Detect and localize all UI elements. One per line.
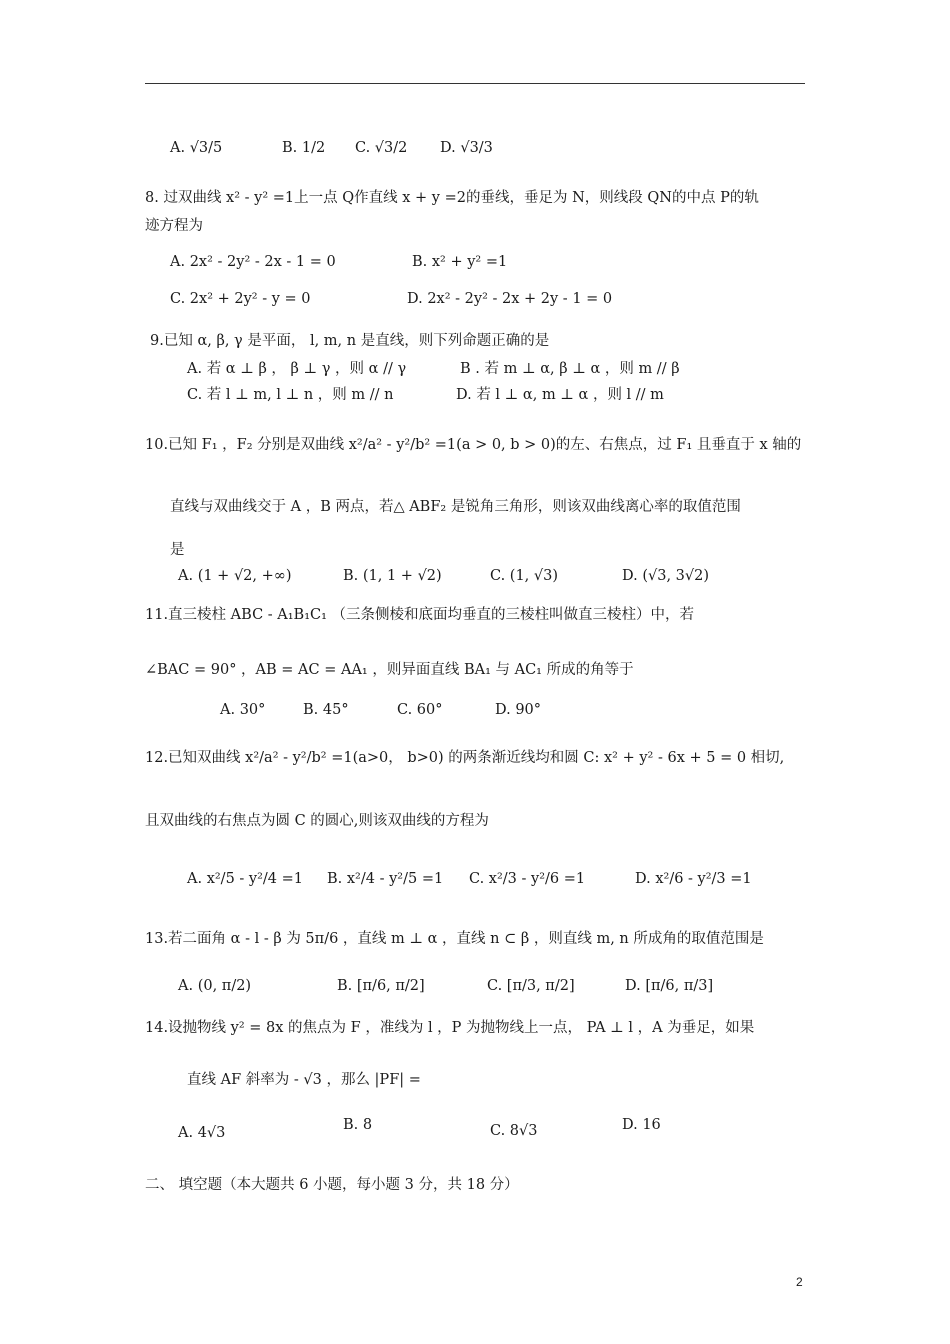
q10-stem-line2: 直线与双曲线交于 A ，B 两点，若△ ABF₂ 是锐角三角形，则该双曲线离心率的取值范围: [170, 499, 741, 515]
q8-option-d: D. 2x² - 2y² - 2x + 2y - 1 = 0: [407, 291, 613, 307]
q14-option-d: D. 16: [622, 1117, 661, 1133]
q8-option-b: B. x² + y² =1: [412, 254, 508, 270]
q13-option-b: B. [π/6, π/2]: [337, 978, 425, 994]
q9-stem: 9.已知 α, β, γ 是平面， l, m, n 是直线，则下列命题正确的是: [150, 333, 550, 349]
q8-option-c: C. 2x² + 2y² - y = 0: [170, 291, 311, 307]
q13-option-a: A. (0, π/2): [178, 978, 252, 994]
q9-option-c: C. 若 l ⊥ m, l ⊥ n ，则 m // n: [187, 387, 394, 403]
q10-stem-line3: 是: [170, 542, 185, 558]
q12-stem-line2: 且双曲线的右焦点为圆 C 的圆心,则该双曲线的方程为: [145, 813, 489, 829]
q7-option-b: B. 1/2: [282, 140, 326, 156]
q13-option-c: C. [π/3, π/2]: [487, 978, 575, 994]
q12-option-c: C. x²/3 - y²/6 =1: [469, 871, 586, 887]
q10-option-c: C. (1, √3): [490, 568, 559, 584]
section-2-heading: 二、 填空题（本大题共 6 小题，每小题 3 分，共 18 分）: [145, 1177, 519, 1193]
header-rule: [145, 83, 805, 84]
q13-stem: 13.若二面角 α - l - β 为 5π/6 ，直线 m ⊥ α ，直线 n ⊂ β ，则直线 m, n 所成角的取值范围是: [145, 931, 764, 947]
q10-stem-line1: 10.已知 F₁ ，F₂ 分别是双曲线 x²/a² - y²/b² =1(a > 0, b > 0)的左、右焦点，过 F₁ 且垂直于 x 轴的: [145, 437, 802, 453]
q9-option-b: B . 若 m ⊥ α, β ⊥ α ，则 m // β: [460, 361, 680, 377]
q8-stem-line2: 迹方程为: [145, 218, 203, 234]
q9-option-a: A. 若 α ⊥ β ， β ⊥ γ ，则 α // γ: [187, 361, 407, 377]
q14-option-a: A. 4√3: [178, 1125, 226, 1141]
q7-option-a: A. √3/5: [170, 140, 223, 156]
q10-option-d: D. (√3, 3√2): [622, 568, 710, 584]
q11-option-b: B. 45°: [303, 702, 349, 718]
q11-stem-line1: 11.直三棱柱 ABC - A₁B₁C₁ （三条侧棱和底面均垂直的三棱柱叫做直三棱柱）中，若: [145, 607, 695, 623]
q14-option-b: B. 8: [343, 1117, 373, 1133]
q12-option-b: B. x²/4 - y²/5 =1: [327, 871, 444, 887]
q12-option-a: A. x²/5 - y²/4 =1: [187, 871, 304, 887]
q10-option-a: A. (1 + √2, +∞): [178, 568, 292, 584]
q14-stem-line1: 14.设抛物线 y² = 8x 的焦点为 F ，准线为 l ，P 为抛物线上一点， PA ⊥ l ，A 为垂足，如果: [145, 1020, 755, 1036]
q11-option-c: C. 60°: [397, 702, 443, 718]
q11-stem-line2: ∠BAC = 90° ，AB = AC = AA₁ ，则异面直线 BA₁ 与 AC₁ 所成的角等于: [145, 662, 634, 678]
page-number: 2: [796, 1275, 803, 1289]
q11-option-d: D. 90°: [495, 702, 542, 718]
q13-option-d: D. [π/6, π/3]: [625, 978, 714, 994]
q9-option-d: D. 若 l ⊥ α, m ⊥ α ，则 l // m: [456, 387, 664, 403]
q12-option-d: D. x²/6 - y²/3 =1: [635, 871, 752, 887]
q10-option-b: B. (1, 1 + √2): [343, 568, 442, 584]
q8-stem-line1: 8. 过双曲线 x² - y² =1上一点 Q作直线 x + y =2的垂线，垂足为 N，则线段 QN的中点 P的轨: [145, 190, 759, 206]
q12-stem-line1: 12.已知双曲线 x²/a² - y²/b² =1(a>0， b>0) 的两条渐近线均和圆 C: x² + y² - 6x + 5 = 0 相切,: [145, 750, 785, 766]
q11-option-a: A. 30°: [220, 702, 266, 718]
q7-option-d: D. √3/3: [440, 140, 493, 156]
q14-option-c: C. 8√3: [490, 1123, 538, 1139]
q8-option-a: A. 2x² - 2y² - 2x - 1 = 0: [170, 254, 336, 270]
q14-stem-line2: 直线 AF 斜率为 - √3 ，那么 |PF| =: [187, 1072, 421, 1088]
q7-option-c: C. √3/2: [355, 140, 408, 156]
